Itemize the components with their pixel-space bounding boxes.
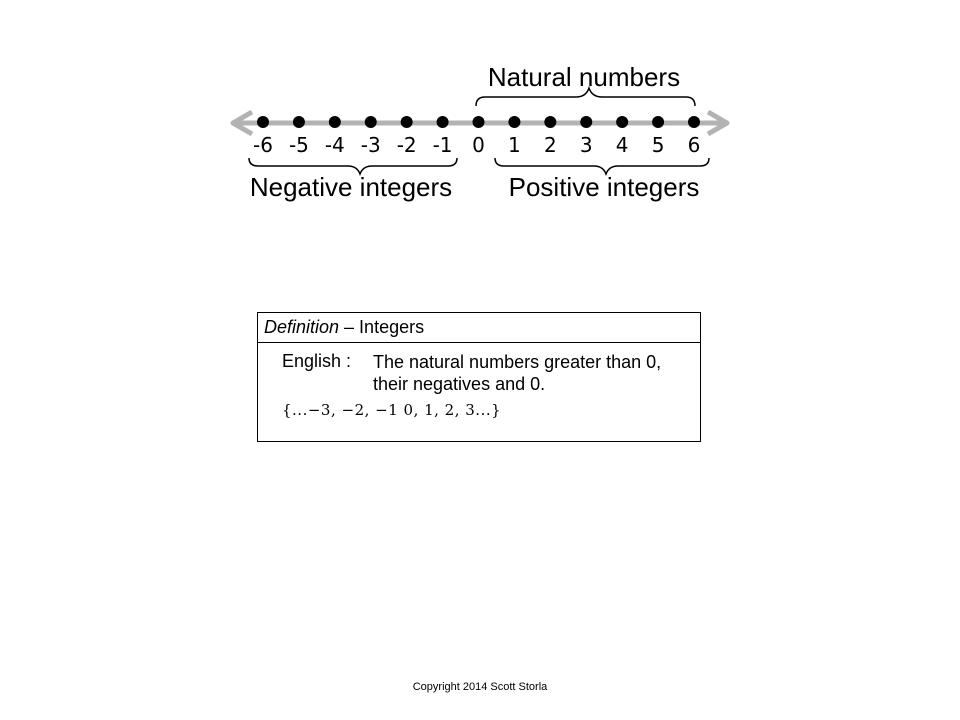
number-line-point	[401, 116, 413, 128]
english-label: English :	[282, 351, 352, 371]
number-line-label: 6	[687, 133, 701, 157]
definition-term: Definition	[264, 317, 340, 337]
number-line-point	[257, 116, 269, 128]
negative-integers-label: Negative integers	[249, 172, 453, 202]
number-line-label: 5	[651, 133, 665, 157]
number-line-point	[473, 116, 485, 128]
number-line-label: -1	[432, 133, 453, 157]
set-notation: {...−3, −2, −1 0, 1, 2, 3...}	[282, 401, 502, 419]
positive-integers-label: Positive integers	[508, 172, 700, 202]
number-line-point	[293, 116, 305, 128]
number-line-label: -3	[360, 133, 381, 157]
english-definition-text: The natural numbers greater than 0, their negatives and 0.	[373, 352, 662, 394]
number-line-point	[437, 116, 449, 128]
copyright-notice: Copyright 2014 Scott Storla	[412, 681, 548, 693]
number-line-point	[365, 116, 377, 128]
number-line-point	[508, 116, 520, 128]
number-line-label: 1	[508, 133, 521, 157]
number-line-point	[688, 116, 700, 128]
number-line-point	[580, 116, 592, 128]
number-line-label: 0	[472, 133, 485, 157]
number-line-point	[616, 116, 628, 128]
number-line-label: 4	[615, 133, 629, 157]
number-line-label: -6	[253, 133, 273, 157]
number-line-point	[329, 116, 341, 128]
number-line-label: -4	[324, 133, 345, 157]
natural-numbers-label: Natural numbers	[487, 62, 681, 92]
number-line-label: 3	[579, 133, 593, 157]
number-line-label: -2	[396, 133, 417, 157]
number-line-label: 2	[543, 133, 557, 157]
number-line-point	[544, 116, 556, 128]
definition-body	[258, 343, 700, 441]
number-line-diagram	[0, 0, 960, 240]
number-line-point	[652, 116, 664, 128]
number-line-label: -5	[288, 133, 309, 157]
definition-box	[257, 312, 701, 442]
number-line-labels	[253, 133, 700, 157]
definition-title: – Integers	[339, 317, 425, 337]
definition-header	[258, 313, 700, 343]
